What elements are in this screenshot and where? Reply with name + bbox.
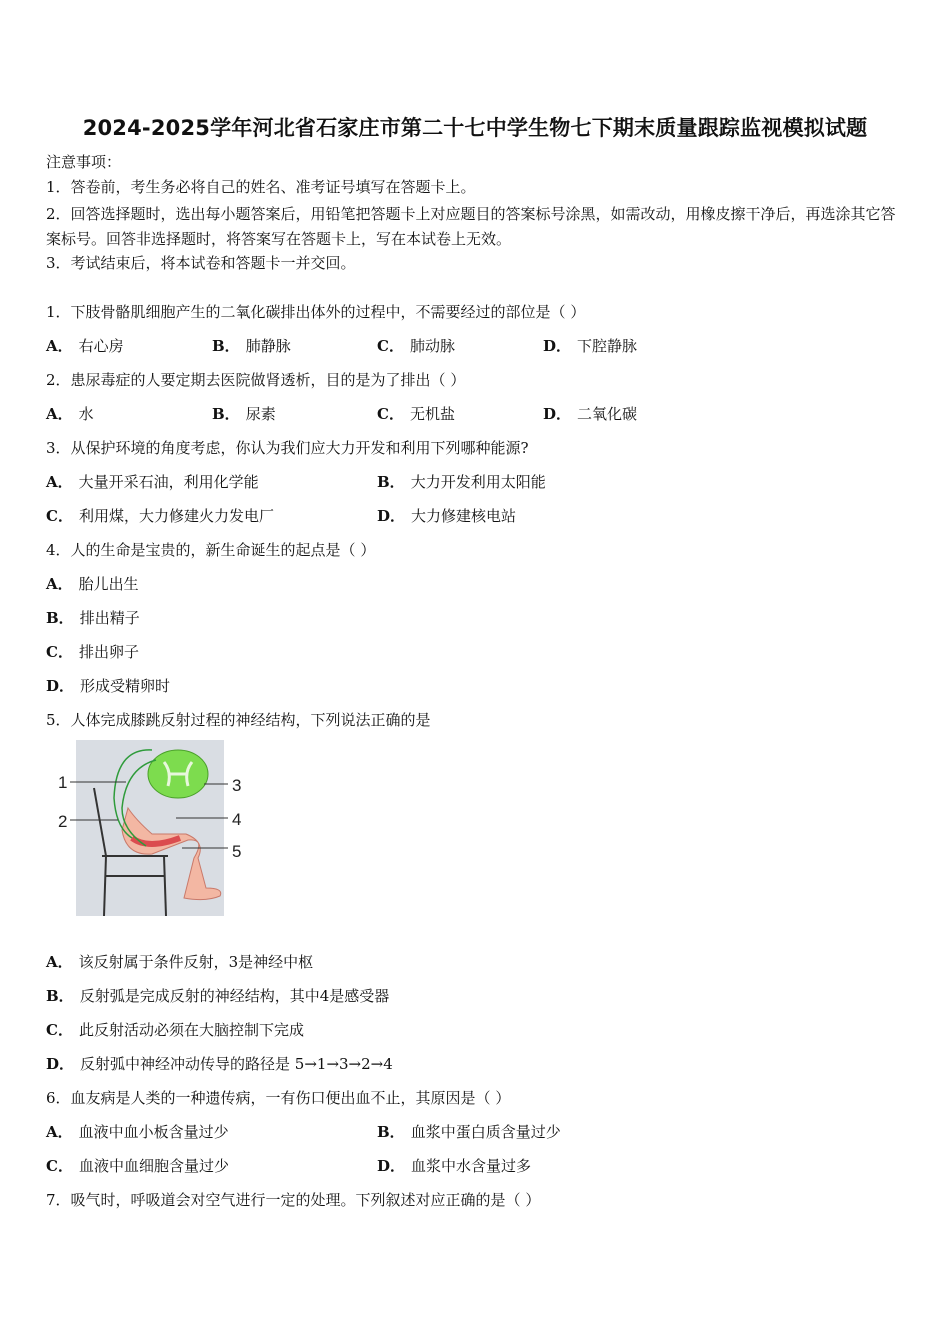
question-2-stem: 2．患尿毒症的人要定期去医院做肾透析，目的是为了排出（ ）: [46, 371, 466, 389]
figure-label-5: 5: [232, 842, 242, 861]
q2-option-c: C． 无机盐: [377, 405, 455, 423]
q2-option-a: A． 水: [46, 405, 94, 423]
q1-option-d: D． 下腔静脉: [543, 337, 638, 355]
q5-option-c: C． 此反射活动必须在大脑控制下完成: [46, 1021, 304, 1039]
figure-label-1: 1: [58, 773, 68, 792]
q3-option-a: A． 大量开采石油，利用化学能: [46, 473, 259, 491]
question-1-stem: 1．下肢骨骼肌细胞产生的二氧化碳排出体外的过程中，不需要经过的部位是（ ）: [46, 303, 586, 321]
q4-option-d: D． 形成受精卵时: [46, 677, 171, 695]
figure-label-3: 3: [232, 776, 242, 795]
q6-option-c: C． 血液中血细胞含量过少: [46, 1157, 229, 1175]
q5-option-a: A． 该反射属于条件反射，3是神经中枢: [46, 953, 314, 971]
q2-option-b: B． 尿素: [212, 405, 276, 423]
figure-label-2: 2: [58, 812, 68, 831]
question-4-stem: 4．人的生命是宝贵的，新生命诞生的起点是（ ）: [46, 541, 376, 559]
notice-item-1: 1．答卷前，考生务必将自己的姓名、准考证号填写在答题卡上。: [46, 178, 476, 196]
q1-option-b: B． 肺静脉: [212, 337, 291, 355]
q2-option-d: D． 二氧化碳: [543, 405, 638, 423]
notice-item-2: 2．回答选择题时，选出每小题答案后，用铅笔把答题卡上对应题目的答案标号涂黑，如需改动，用橡皮擦干净后，再选涂其它答案标号。回答非选择题时，将答案写在答题卡上，写在本试卷上无效。: [46, 205, 896, 248]
q1-option-a: A． 右心房: [46, 337, 124, 355]
question-5-stem: 5．人体完成膝跳反射过程的神经结构，下列说法正确的是: [46, 711, 431, 729]
q6-option-a: A． 血液中血小板含量过少: [46, 1123, 229, 1141]
q6-option-d: D． 血浆中水含量过多: [377, 1157, 532, 1175]
knee-jerk-reflex-figure: [56, 738, 256, 918]
spinal-cord-icon: [148, 750, 208, 798]
q3-option-c: C． 利用煤，大力修建火力发电厂: [46, 507, 274, 525]
q5-option-b: B． 反射弧是完成反射的神经结构，其中4是感受器: [46, 987, 390, 1005]
q4-option-c: C． 排出卵子: [46, 643, 139, 661]
q4-option-b: B． 排出精子: [46, 609, 140, 627]
q3-option-d: D． 大力修建核电站: [377, 507, 517, 525]
question-6-stem: 6．血友病是人类的一种遗传病，一有伤口便出血不止，其原因是（ ）: [46, 1089, 511, 1107]
q3-option-b: B． 大力开发利用太阳能: [377, 473, 546, 491]
page-title: 2024-2025学年河北省石家庄市第二十七中学生物七下期末质量跟踪监视模拟试题: [82, 116, 868, 140]
notice-item-3: 3．考试结束后，将本试卷和答题卡一并交回。: [46, 254, 356, 272]
notice-heading: 注意事项：: [46, 153, 122, 171]
q4-option-a: A． 胎儿出生: [46, 575, 139, 593]
q1-option-c: C． 肺动脉: [377, 337, 455, 355]
figure-label-4: 4: [232, 810, 242, 829]
question-7-stem: 7．吸气时，呼吸道会对空气进行一定的处理。下列叙述对应正确的是（ ）: [46, 1191, 541, 1209]
q6-option-b: B． 血浆中蛋白质含量过少: [377, 1123, 561, 1141]
question-3-stem: 3．从保护环境的角度考虑，你认为我们应大力开发和利用下列哪种能源?: [46, 439, 529, 457]
q5-option-d: D． 反射弧中神经冲动传导的路径是 5→1→3→2→4: [46, 1055, 393, 1073]
